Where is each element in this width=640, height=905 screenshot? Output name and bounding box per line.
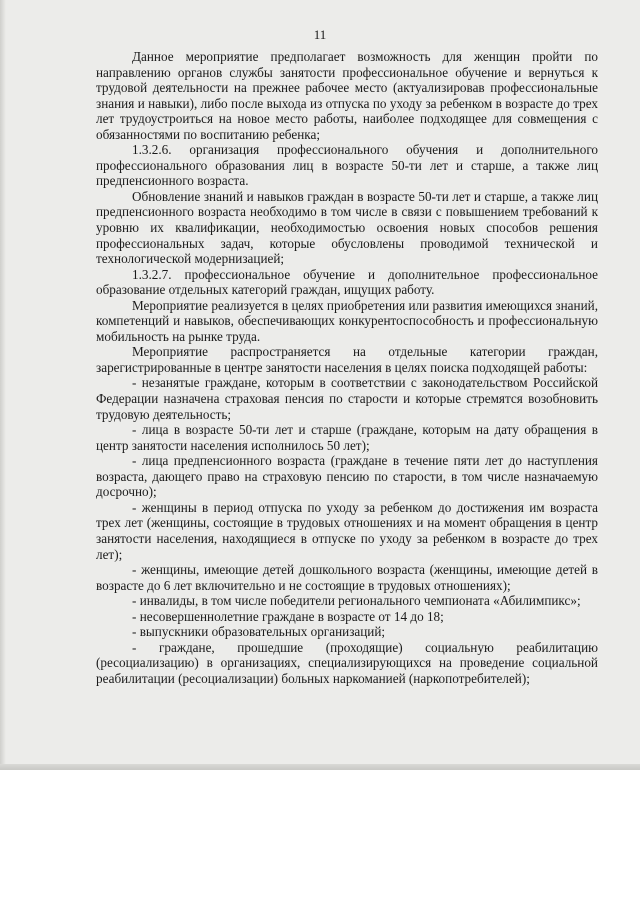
paragraph-purpose: Мероприятие реализуется в целях приобретения или развития имеющихся знаний, компетенций и навыков, обеспечивающих конкурентоспособность и профессиональную мобильность на рынке труда. — [96, 297, 598, 344]
paragraph-knowledge-update: Обновление знаний и навыков граждан в возрасте 50-ти лет и старше, а также лиц предпенсионного возраста необходимо в том числе в связи с повышением требований к уровню их квалификации, необходимостью освоения новых способов решения профессиональных задач, которые обусловлены проводимой технической и технологической модернизацией; — [96, 188, 598, 267]
list-item-age-50: - лица в возрасте 50-ти лет и старше (граждане, которым на дату обращения в центр занятости населения исполнилось 50 лет); — [96, 422, 598, 453]
list-item-pre-retirement: - лица предпенсионного возраста (граждане в течение пяти лет до наступления возраста, дающего право на страховую пенсию по старости, в том числе назначаемую досрочно); — [96, 453, 598, 500]
scan-edge-shadow — [0, 0, 6, 770]
paragraph-item-1-3-2-7: 1.3.2.7. профессиональное обучение и дополнительное профессиональное образование отдельных категорий граждан, ищущих работу. — [96, 266, 598, 298]
list-item-graduates: - выпускники образовательных организаций; — [132, 624, 386, 640]
page-number: 11 — [313, 27, 327, 42]
list-item-minors: - несовершеннолетние граждане в возрасте от 14 до 18; — [132, 608, 444, 624]
list-item-pensioners: - незанятые граждане, которым в соответствии с законодательством Российской Федерации назначена страховая пенсия по старости и которые стремятся возобновить трудовую деятельность; — [96, 375, 598, 422]
paragraph-categories-intro: Мероприятие распространяется на отдельные категории граждан, зарегистрированные в центре занятости населения в целях поиска подходящей работы: — [96, 344, 598, 375]
list-item-rehabilitation: - граждане, прошедшие (проходящие) социальную реабилитацию (ресоциализацию) в организациях, специализирующихся на проведение социальной реабилитации (ресоциализации) больных наркоманией (наркопотребителей); — [96, 639, 598, 686]
list-item-disabled: - инвалиды, в том числе победители регионального чемпионата «Абилимпикс»; — [132, 593, 581, 609]
document-body — [96, 49, 598, 686]
paragraph-women-training: Данное мероприятие предполагает возможность для женщин пройти по направлению органов службы занятости профессиональное обучение и вернуться к трудовой деятельности на прежнее рабочее место (актуализировав профессиональные знания и навыки), либо после выхода из отпуска по уходу за ребенком в возрасте до трех лет трудоустроиться на новое место работы, наиболее подходящее для совмещения с обязанностями по воспитанию ребенка; — [96, 49, 598, 142]
paragraph-item-1-3-2-6: 1.3.2.6. организация профессионального обучения и дополнительного профессионального образования лиц в возрасте 50-ти лет и старше, а также лиц предпенсионного возраста. — [96, 142, 598, 189]
list-item-maternity-leave: - женщины в период отпуска по уходу за ребенком до достижения им возраста трех лет (женщины, состоящие в трудовых отношениях и на момент обращения в центр занятости населения, находящиеся в отпуске по уходу за ребенком в возрасте до трех лет); — [96, 499, 598, 562]
list-item-preschool-children: - женщины, имеющие детей дошкольного возраста (женщины, имеющие детей в возрасте до 6 лет включительно и не состоящие в трудовых отношениях); — [96, 562, 598, 593]
